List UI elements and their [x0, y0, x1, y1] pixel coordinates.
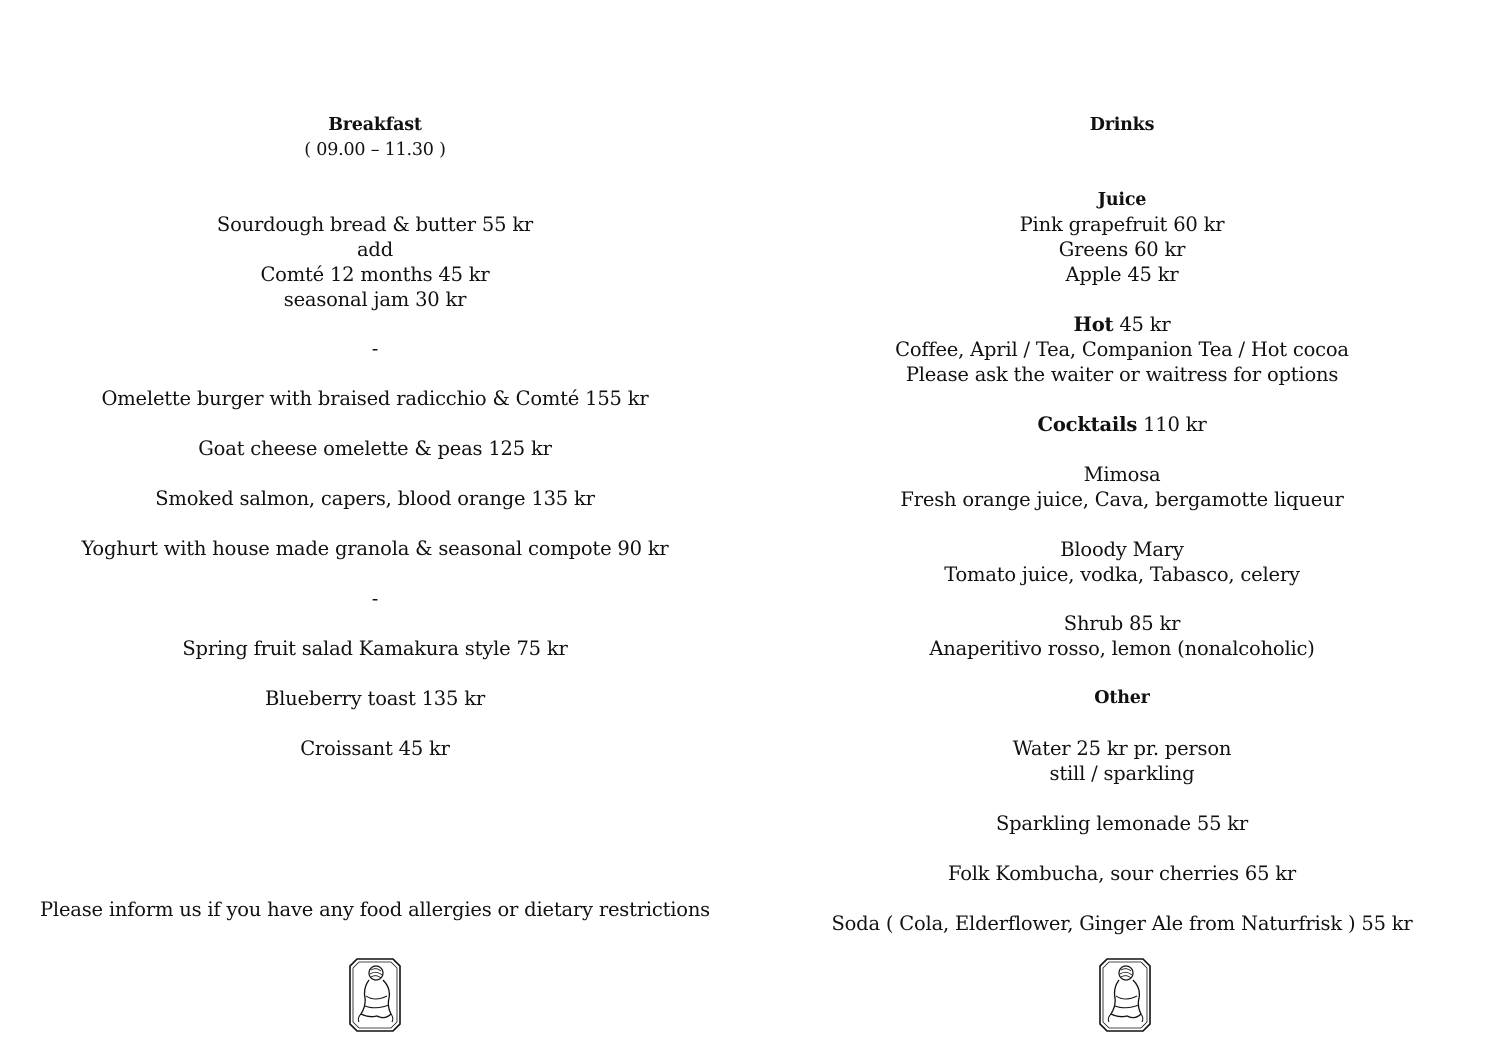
other-heading: Other	[1094, 688, 1150, 708]
cocktails-heading-line	[747, 412, 1497, 437]
other-item-soda: Soda ( Cola, Elderflower, Ginger Ale from Naturfrisk ) 55 kr	[831, 912, 1413, 935]
cocktail-name-bloody-mary: Bloody Mary	[1060, 538, 1184, 561]
menu-item-omelette-burger: Omelette burger with braised radicchio & Comté 155 kr	[101, 387, 649, 410]
juice-item: Pink grapefruit 60 kr	[1019, 213, 1225, 236]
other-item-water: Water 25 kr pr. person	[1012, 737, 1232, 760]
other-item-lemonade: Sparkling lemonade 55 kr	[995, 812, 1249, 835]
drinks-page	[747, 0, 1497, 1060]
other-item-kombucha: Folk Kombucha, sour cherries 65 kr	[947, 862, 1297, 885]
breakfast-title: Breakfast	[328, 115, 422, 135]
cocktail-desc-shrub: Anaperitivo rosso, lemon (nonalcoholic)	[929, 637, 1315, 660]
cocktail-name-shrub: Shrub 85 kr	[1063, 612, 1181, 635]
cocktail-desc-mimosa: Fresh orange juice, Cava, bergamotte liqueur	[900, 488, 1344, 511]
cocktails-price: 110 kr	[1137, 413, 1207, 436]
juice-heading: Juice	[1097, 190, 1147, 210]
menu-item-fruit-salad: Spring fruit salad Kamakura style 75 kr	[182, 637, 568, 660]
menu-item-blueberry-toast: Blueberry toast 135 kr	[265, 687, 485, 710]
seated-figure-emblem-icon	[349, 958, 401, 1032]
menu-item-goat-omelette: Goat cheese omelette & peas 125 kr	[198, 437, 552, 460]
menu-item-yoghurt: Yoghurt with house made granola & seasonal compote 90 kr	[81, 537, 669, 560]
menu-divider: -	[371, 587, 379, 610]
cocktail-name-mimosa: Mimosa	[1083, 463, 1161, 486]
menu-item-comte: Comté 12 months 45 kr	[260, 263, 490, 286]
allergy-note: Please inform us if you have any food allergies or dietary restrictions	[40, 898, 710, 921]
juice-item: Greens 60 kr	[1058, 238, 1186, 261]
hot-note: Please ask the waiter or waitress for options	[905, 363, 1339, 386]
menu-item-jam: seasonal jam 30 kr	[283, 288, 467, 311]
menu-item-bread: Sourdough bread & butter 55 kr	[216, 213, 534, 236]
hot-heading-line	[747, 312, 1497, 337]
menu-item-salmon: Smoked salmon, capers, blood orange 135 kr	[155, 487, 595, 510]
menu-item-croissant: Croissant 45 kr	[300, 737, 450, 760]
breakfast-hours: ( 09.00 – 11.30 )	[304, 140, 446, 160]
other-item-water-options: still / sparkling	[1049, 762, 1195, 785]
hot-price: 45 kr	[1113, 313, 1171, 336]
menu-divider: -	[371, 337, 379, 360]
cocktails-heading: Cocktails	[1037, 413, 1138, 436]
seated-figure-emblem-icon	[1099, 958, 1151, 1032]
juice-item: Apple 45 kr	[1065, 263, 1179, 286]
drinks-title: Drinks	[1089, 115, 1155, 135]
hot-heading: Hot	[1073, 313, 1114, 336]
hot-items: Coffee, April / Tea, Companion Tea / Hot cocoa	[895, 338, 1349, 361]
menu-item-add-label: add	[357, 238, 393, 261]
cocktail-desc-bloody-mary: Tomato juice, vodka, Tabasco, celery	[944, 563, 1300, 586]
